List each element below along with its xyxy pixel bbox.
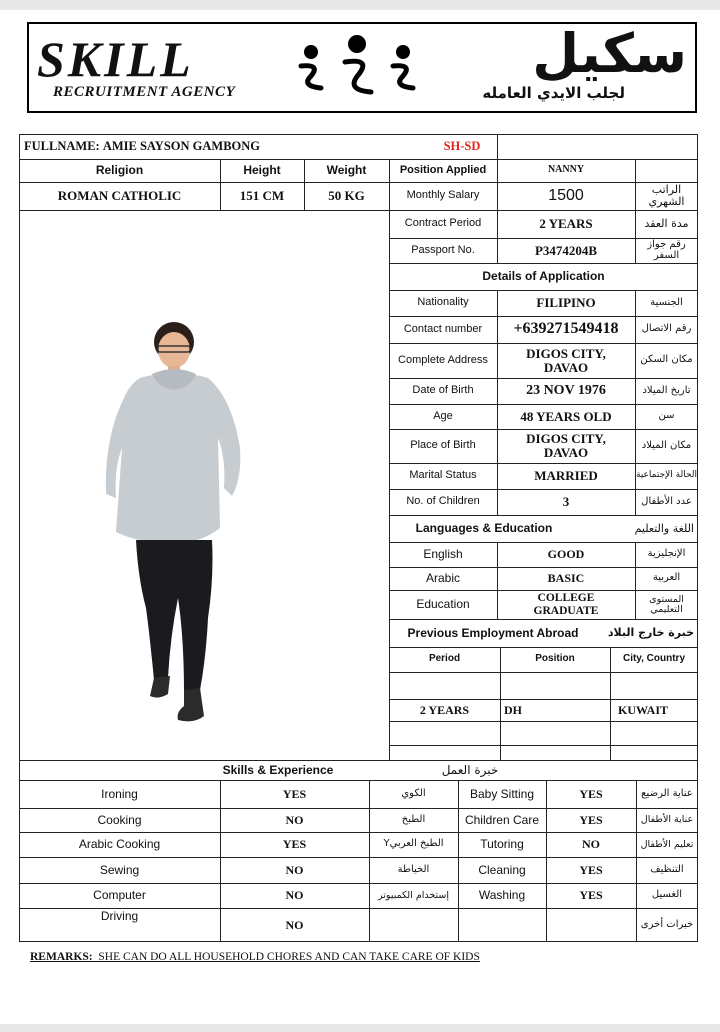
skill-cleaning-value: YES bbox=[579, 862, 603, 877]
position-label: Position Applied bbox=[399, 163, 487, 176]
weight-label: Weight bbox=[326, 163, 367, 178]
employment-position: DH bbox=[504, 702, 522, 717]
religion-value: ROMAN CATHOLIC bbox=[57, 188, 182, 204]
contract-ar: مدة العقد bbox=[644, 217, 689, 231]
skill-tutoring-ar: تعليم الأطفال bbox=[640, 838, 694, 850]
skill-ironing-label: Ironing bbox=[101, 786, 138, 801]
english-ar: الإنجليزية bbox=[647, 548, 686, 560]
skill-washing-ar: الغسيل bbox=[651, 889, 683, 901]
employment-city: KUWAIT bbox=[618, 702, 669, 717]
arabic-ar: العربية bbox=[652, 572, 681, 584]
fullname-field bbox=[24, 134, 260, 159]
age-label: Age bbox=[433, 409, 453, 422]
skill-childrencare-value: YES bbox=[579, 812, 603, 827]
skill-computer-label: Computer bbox=[93, 888, 146, 903]
salary-value: 1500 bbox=[548, 186, 584, 204]
skill-cleaning-ar: التنظيف bbox=[650, 863, 684, 875]
skill-arabiccooking-value: YES bbox=[282, 837, 307, 852]
skill-babysitting-label: Baby Sitting bbox=[469, 786, 535, 801]
education-ar: المستوى التعليمي bbox=[649, 593, 684, 615]
contact-value: +639271549418 bbox=[513, 320, 619, 338]
skill-computer-value: NO bbox=[285, 888, 304, 903]
children-label: No. of Children bbox=[406, 495, 480, 508]
contact-label: Contact number bbox=[403, 322, 483, 335]
remarks-text: SHE CAN DO ALL HOUSEHOLD CHORES AND CAN TAKE CARE OF KIDS bbox=[98, 951, 480, 963]
pob-label: Place of Birth bbox=[410, 439, 476, 452]
arabic-value: BASIC bbox=[547, 571, 585, 586]
brand-ar: سكيل bbox=[532, 22, 687, 85]
age-ar: سن bbox=[658, 410, 675, 422]
skill-ironing-value: YES bbox=[282, 786, 307, 801]
address-ar: مكان السكن bbox=[640, 354, 693, 366]
details-title: Details of Application bbox=[482, 269, 605, 284]
fullname-value: AMIE SAYSON GAMBONG bbox=[102, 138, 261, 153]
skill-cooking-ar: الطبخ bbox=[401, 813, 426, 825]
salary-label: Monthly Salary bbox=[406, 189, 480, 202]
skill-driving-value: NO bbox=[285, 917, 304, 932]
skill-driving-label: Driving bbox=[100, 908, 139, 923]
passport-label: Passport No. bbox=[411, 243, 475, 256]
address-value: DIGOS CITY, DAVAO bbox=[526, 345, 606, 375]
marital-ar: الحالة الإجتماعية bbox=[636, 470, 697, 481]
col-period: Period bbox=[428, 653, 461, 665]
salary-ar: الراتب الشهري bbox=[648, 183, 685, 208]
dob-label: Date of Birth bbox=[412, 384, 474, 397]
skill-childrencare-ar: عناية الأطفال bbox=[640, 814, 694, 826]
pob-value: DIGOS CITY, DAVAO bbox=[526, 431, 606, 460]
passport-ar: رقم جواز السفر bbox=[647, 239, 686, 261]
skill-tutoring-value: NO bbox=[582, 837, 600, 852]
col-city: City, Country bbox=[622, 653, 686, 665]
skill-sewing-ar: الخياطة bbox=[397, 863, 430, 875]
remarks bbox=[30, 951, 480, 963]
skill-cooking-value: NO bbox=[285, 812, 304, 827]
skill-cooking-label: Cooking bbox=[97, 812, 142, 827]
skill-childrencare-label: Children Care bbox=[464, 812, 540, 827]
dob-ar: تاريخ الميلاد bbox=[642, 384, 691, 396]
dob-value: 23 NOV 1976 bbox=[526, 382, 606, 398]
skill-tutoring-label: Tutoring bbox=[480, 837, 524, 852]
skill-sewing-value: NO bbox=[285, 862, 304, 877]
bottom-band bbox=[0, 1024, 720, 1032]
skill-arabiccooking-ar: الطبخ العربيY bbox=[383, 838, 444, 850]
skills-title-ar: خبرة العمل bbox=[441, 762, 499, 777]
position-value: NANNY bbox=[547, 164, 585, 176]
age-value: 48 YEARS OLD bbox=[520, 408, 612, 424]
address-label: Complete Address bbox=[398, 353, 488, 366]
skill-babysitting-value: YES bbox=[579, 786, 603, 801]
employment-period: 2 YEARS bbox=[419, 702, 470, 717]
skill-washing-label: Washing bbox=[478, 888, 526, 903]
english-label: English bbox=[423, 547, 463, 562]
brand-en: SKILL bbox=[37, 31, 194, 87]
skill-computer-ar: إستخدام الكمبيوتر bbox=[378, 889, 449, 901]
children-ar: عدد الأطفال bbox=[641, 495, 692, 507]
remarks-label: REMARKS: bbox=[30, 951, 93, 963]
marital-value: MARRIED bbox=[534, 468, 598, 484]
education-value: COLLEGE GRADUATE bbox=[533, 592, 599, 617]
brand-subtitle-en: RECRUITMENT AGENCY bbox=[53, 84, 236, 100]
languages-title-ar: اللغة والتعليم bbox=[634, 521, 694, 535]
skill-arabiccooking-label: Arabic Cooking bbox=[78, 837, 161, 852]
nationality-ar: الجنسية bbox=[650, 296, 683, 308]
english-value: GOOD bbox=[547, 547, 585, 562]
religion-label: Religion bbox=[95, 163, 144, 178]
contract-label: Contract Period bbox=[404, 217, 482, 230]
pob-ar: مكان الميلاد bbox=[641, 439, 692, 451]
header-logo-box bbox=[27, 22, 697, 113]
languages-title: Languages & Education bbox=[415, 521, 553, 536]
education-label: Education bbox=[416, 597, 470, 612]
nationality-value: FILIPINO bbox=[536, 295, 596, 311]
nationality-label: Nationality bbox=[417, 296, 469, 309]
height-value: 151 CM bbox=[239, 188, 285, 204]
skill-babysitting-ar: عناية الرضيع bbox=[641, 787, 693, 799]
arabic-label: Arabic bbox=[425, 571, 460, 586]
skill-cleaning-label: Cleaning bbox=[478, 862, 526, 877]
children-value: 3 bbox=[562, 494, 570, 510]
passport-value: P3474204B bbox=[534, 242, 598, 258]
employment-title-ar: خبرة خارج البلاد bbox=[607, 626, 694, 640]
col-position: Position bbox=[535, 653, 575, 665]
applicant-photo bbox=[100, 318, 260, 730]
height-label: Height bbox=[243, 163, 281, 178]
marital-label: Marital Status bbox=[409, 469, 477, 482]
skill-sewing-label: Sewing bbox=[99, 862, 140, 877]
fullname-label: FULLNAME: bbox=[24, 138, 100, 153]
employment-title: Previous Employment Abroad bbox=[407, 625, 579, 640]
contact-ar: رقم الاتصال bbox=[641, 323, 692, 335]
skill-washing-value: YES bbox=[579, 888, 603, 903]
people-logo-icon bbox=[293, 32, 423, 100]
skills-title: Skills & Experience bbox=[222, 762, 334, 777]
brand-subtitle-ar: لجلب الايدي العامله bbox=[482, 84, 625, 102]
skill-ironing-ar: الكوي bbox=[401, 787, 426, 799]
contract-value: 2 YEARS bbox=[539, 216, 593, 232]
profile-code: SH-SD bbox=[443, 138, 481, 153]
weight-value: 50 KG bbox=[328, 188, 365, 204]
top-band bbox=[0, 0, 720, 10]
skill-other-ar: خبرات أخرى bbox=[640, 918, 694, 930]
